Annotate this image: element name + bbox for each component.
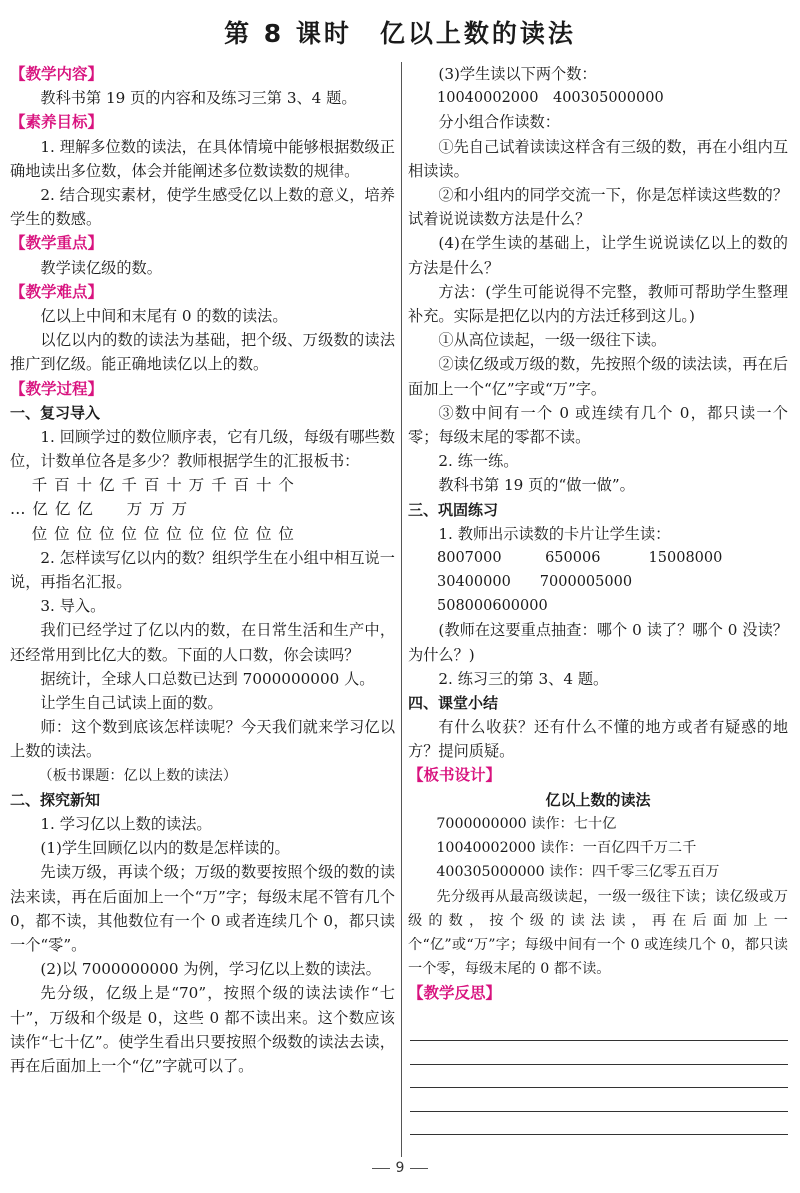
paragraph: 教学读亿级的数。	[40, 258, 162, 277]
board-line: 10040002000 读作：一百亿四千万二千	[436, 840, 697, 857]
paragraph: ①先自己试着读读这样含有三级的数，再在小组内互相读读。	[408, 137, 788, 180]
writing-line	[410, 1088, 788, 1112]
page-number: 9	[395, 1160, 405, 1176]
paragraph: 有什么收获？还有什么不懂的地方或者有疑惑的地方？提问质疑。	[408, 718, 788, 761]
paragraph: 2. 练习三的第 3、4 题。	[438, 669, 609, 688]
writing-line	[410, 1041, 788, 1065]
writing-line	[410, 1112, 788, 1136]
paragraph: 师：这个数到底该怎样读呢？今天我们就来学习亿以上数的读法。	[10, 718, 395, 761]
right-column	[408, 62, 788, 1135]
paragraph: 以亿以内的数的读法为基础，把个级、万级数的读法推广到亿级。能正确地读亿以上的数。	[10, 331, 395, 374]
writing-line	[410, 1065, 788, 1089]
reflection-lines	[408, 1018, 788, 1136]
paragraph: ①从高位读起，一级一级往下读。	[438, 331, 667, 350]
paragraph: 2. 怎样读写亿以内的数？组织学生在小组中相互说一说，再指名汇报。	[10, 548, 395, 592]
paragraph: （板书课题：亿以上数的读法）	[38, 767, 238, 784]
heading-teaching-content: 【教学内容】	[10, 65, 104, 83]
column-divider	[401, 62, 402, 1157]
paragraph: 2. 练一练。	[438, 452, 519, 471]
paragraph: 先读万级，再读个级；万级的数要按照个级的数的读法来读，再在后面加上一个“万”字；每级末尾不管有几个 0，都不读，其他数位有一个 0 或者连续几个 0，都只读一个“零”。	[10, 863, 395, 954]
heading-key-point: 【教学重点】	[10, 234, 104, 253]
heading-difficulty: 【教学难点】	[10, 282, 104, 301]
paragraph: 教科书第 19 页的“做一做”。	[438, 476, 635, 495]
paragraph: 3. 导入。	[40, 597, 106, 616]
paragraph: 亿以上中间和末尾有 0 的数的读法。	[40, 307, 288, 326]
paragraph: ②和小组内的同学交流一下，你是怎样读这些数的？试着说说读数方法是什么？	[408, 186, 788, 229]
heading-board-design: 【板书设计】	[408, 766, 502, 785]
board-line: 400305000000 读作：四千零三亿零五百万	[436, 864, 720, 881]
paragraph: (教师在这要重点抽查：哪个 0 读了？哪个 0 没读？为什么？)	[408, 621, 788, 664]
left-column	[10, 62, 395, 1078]
number-line: 30400000 7000005000	[437, 574, 633, 591]
page-footer	[0, 1160, 800, 1176]
section-heading: 一、复习导入	[10, 403, 101, 422]
paragraph: 1. 学习亿以上数的读法。	[40, 814, 212, 833]
page-title: 第 8 课时 亿以上数的读法	[224, 19, 576, 48]
section-heading: 四、课堂小结	[408, 694, 499, 713]
paragraph: 方法：(学生可能说得不完整，教师可帮助学生整理补充。实际是把亿以内的方法迁移到这儿。)	[408, 282, 788, 326]
footer-dash	[372, 1168, 390, 1169]
board-summary: 先分级再从最高级读起，一级一级往下读；读亿级或万级的数，按个级的读法读，再在后面加上一个“亿”或“万”字；每级中间有一个 0 或连续几个 0，都只读一个零，每级末尾的 0 都不读。	[408, 888, 788, 978]
paragraph: ③数中间有一个 0 或连续有几个 0，都只读一个零；每级末尾的零都不读。	[408, 403, 788, 447]
paragraph: 让学生自己试读上面的数。	[40, 694, 223, 713]
heading-process: 【教学过程】	[10, 379, 104, 398]
paragraph: (3)学生读以下两个数：	[438, 65, 597, 83]
place-value-row: 位 位 位 位 位 位 位 位 位 位 位 位	[31, 524, 295, 543]
paragraph: (1)学生回顾亿以内的数是怎样读的。	[40, 839, 290, 858]
paragraph: 1. 理解多位数的读法，在具体情境中能够根据数级正确地读出多位数，体会并能阐述多位数读数的规律。	[10, 137, 395, 180]
paragraph: (2)以 7000000000 为例，学习亿以上数的读法。	[40, 960, 381, 979]
board-line: 7000000000 读作：七十亿	[436, 815, 617, 832]
paragraph: 2. 结合现实素材，使学生感受亿以上数的意义，培养学生的数感。	[10, 186, 395, 229]
footer-dash	[410, 1168, 428, 1169]
heading-goals: 【素养目标】	[10, 113, 104, 132]
number-line: 508000600000	[437, 598, 548, 615]
place-value-row: … 亿 亿 亿 万 万 万	[10, 500, 189, 519]
place-value-row: 千 百 十 亿 千 百 十 万 千 百 十 个	[31, 476, 295, 495]
paragraph: 分小组合作读数：	[438, 113, 560, 132]
paragraph: 先分级，亿级上是“70”，按照个级的读法读作“七十”，万级和个级是 0，这些 0 都不读出来。这个数应该读作“七十亿”。使学生看出只要按照个级数的读法去读，再在后面加上一个“亿”字就可以了。	[10, 984, 395, 1075]
paragraph: 教科书第 19 页的内容和及练习三第 3、4 题。	[40, 89, 357, 108]
board-title: 亿以上数的读法	[545, 790, 651, 809]
number-line: 10040002000 400305000000	[437, 90, 664, 107]
number-line: 8007000 650006 15008000	[437, 549, 723, 566]
heading-reflection: 【教学反思】	[408, 984, 502, 1003]
paragraph: 1. 教师出示读数的卡片让学生读：	[438, 524, 671, 543]
paragraph: (4)在学生读的基础上，让学生说说读亿以上的数的方法是什么？	[408, 234, 788, 277]
paragraph: ②读亿级或万级的数，先按照个级的读法读，再在后面加上一个“亿”字或“万”字。	[408, 355, 788, 398]
writing-line	[410, 1018, 788, 1042]
paragraph: 1. 回顾学过的数位顺序表，它有几级，每级有哪些数位，计数单位各是多少？教师根据学生的汇报板书：	[10, 427, 395, 471]
paragraph: 据统计，全球人口总数已达到 7000000000 人。	[40, 669, 375, 688]
section-heading: 三、巩固练习	[408, 500, 499, 519]
section-heading: 二、探究新知	[10, 790, 101, 809]
paragraph: 我们已经学过了亿以内的数，在日常生活和生产中，还经常用到比亿大的数。下面的人口数，你会读吗？	[10, 621, 395, 664]
